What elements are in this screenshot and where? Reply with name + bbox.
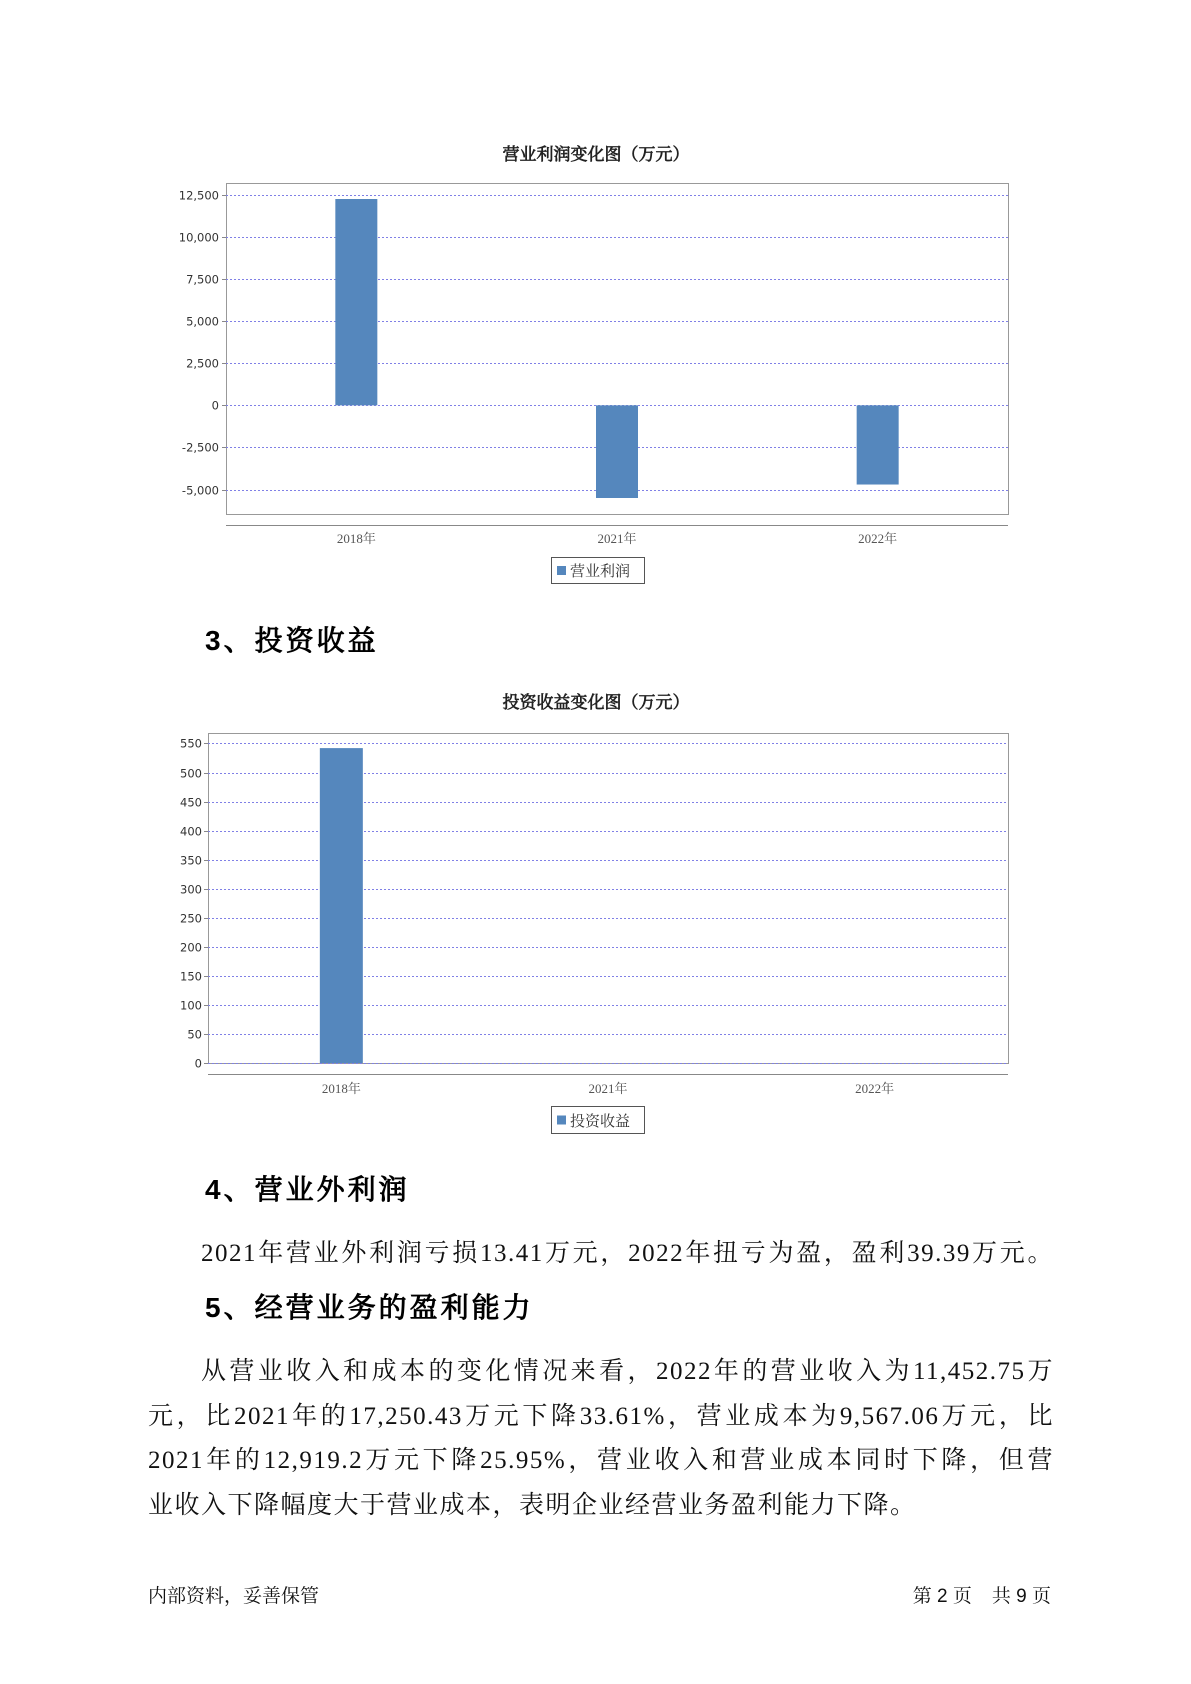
investment-income-chart [0,680,1191,1150]
investment-income-y-tick-label: 200 [180,940,202,955]
paragraph-line: 2021年的12,919.2万元下降25.95%，营业收入和营业成本同时下降，但营 [148,1447,1054,1475]
page-number: 第 2 页 [912,1586,972,1607]
operating-profit-y-tick-label: -5,000 [181,483,219,498]
investment-income-y-tick-label: 150 [180,969,202,984]
operating-profit-chart [0,130,1191,600]
operating-profit-x-tick-label: 2022年 [858,531,898,546]
operating-profit-bar-2022 [857,405,899,484]
investment-income-y-tick-label: 50 [187,1027,202,1042]
paragraph-line: 从营业收入和成本的变化情况来看，2022年的营业收入为11,452.75万 [201,1358,1054,1385]
operating-profit-y-tick-label: 0 [211,398,219,413]
investment-income-legend [552,1107,645,1134]
operating-profit-chart-title: 营业利润变化图（万元） [502,145,690,164]
section-heading-non-operating-profit: 4、营业外利润 [205,1174,410,1205]
legend-swatch [557,1116,566,1125]
operating-profit-bar-2018 [335,199,377,405]
investment-income-y-tick-label: 450 [180,795,202,810]
paragraph-non-operating-profit [148,1232,1054,1277]
investment-income-bar-2018 [320,748,363,1063]
operating-profit-legend [552,558,645,584]
investment-income-chart-title: 投资收益变化图（万元） [502,693,690,712]
investment-income-plot [180,734,1008,1097]
operating-profit-y-tick-label: 12,500 [178,188,219,203]
investment-income-y-tick-label: 400 [180,824,202,839]
footer-confidential-note: 内部资料，妥善保管 [148,1586,320,1607]
operating-profit-y-tick-label: -2,500 [181,440,219,455]
operating-profit-plot [179,184,1009,547]
investment-income-y-tick-label: 500 [180,766,202,781]
page-total: 共 9 页 [991,1586,1051,1607]
paragraph-line: 业收入下降幅度大于营业成本，表明企业经营业务盈利能力下降。 [148,1492,917,1520]
investment-income-y-tick-label: 100 [180,998,202,1013]
operating-profit-y-tick-label: 2,500 [186,356,219,371]
investment-income-y-tick-label: 350 [180,853,202,868]
section-heading-profitability: 5、经营业务的盈利能力 [205,1292,534,1323]
legend-label: 营业利润 [570,564,631,580]
legend-swatch [557,566,566,575]
paragraph-line: 元，比2021年的17,250.43万元下降33.61%，营业成本为9,567.06万元，比 [148,1402,1054,1430]
investment-income-y-tick-label: 300 [180,882,202,897]
investment-income-y-tick-label: 0 [194,1056,202,1071]
operating-profit-y-tick-label: 5,000 [186,314,219,329]
footer-page-number [913,1583,1051,1611]
operating-profit-x-tick-label: 2021年 [597,531,637,546]
operating-profit-x-tick-label: 2018年 [336,531,376,546]
investment-income-x-tick-label: 2018年 [321,1081,361,1096]
investment-income-x-tick-label: 2021年 [588,1081,628,1096]
investment-income-x-tick-label: 2022年 [855,1081,895,1096]
operating-profit-bar-2021 [596,405,638,498]
paragraph-profitability [148,1350,1054,1529]
operating-profit-y-tick-label: 10,000 [178,230,219,245]
legend-label: 投资收益 [570,1114,631,1130]
section-heading-investment-income: 3、投资收益 [205,625,379,656]
investment-income-y-tick-label: 550 [180,736,202,751]
investment-income-y-tick-label: 250 [180,911,202,926]
paragraph-line: 2021年营业外利润亏损13.41万元，2022年扭亏为盈，盈利39.39万元。 [201,1240,1054,1267]
operating-profit-y-tick-label: 7,500 [186,272,219,287]
